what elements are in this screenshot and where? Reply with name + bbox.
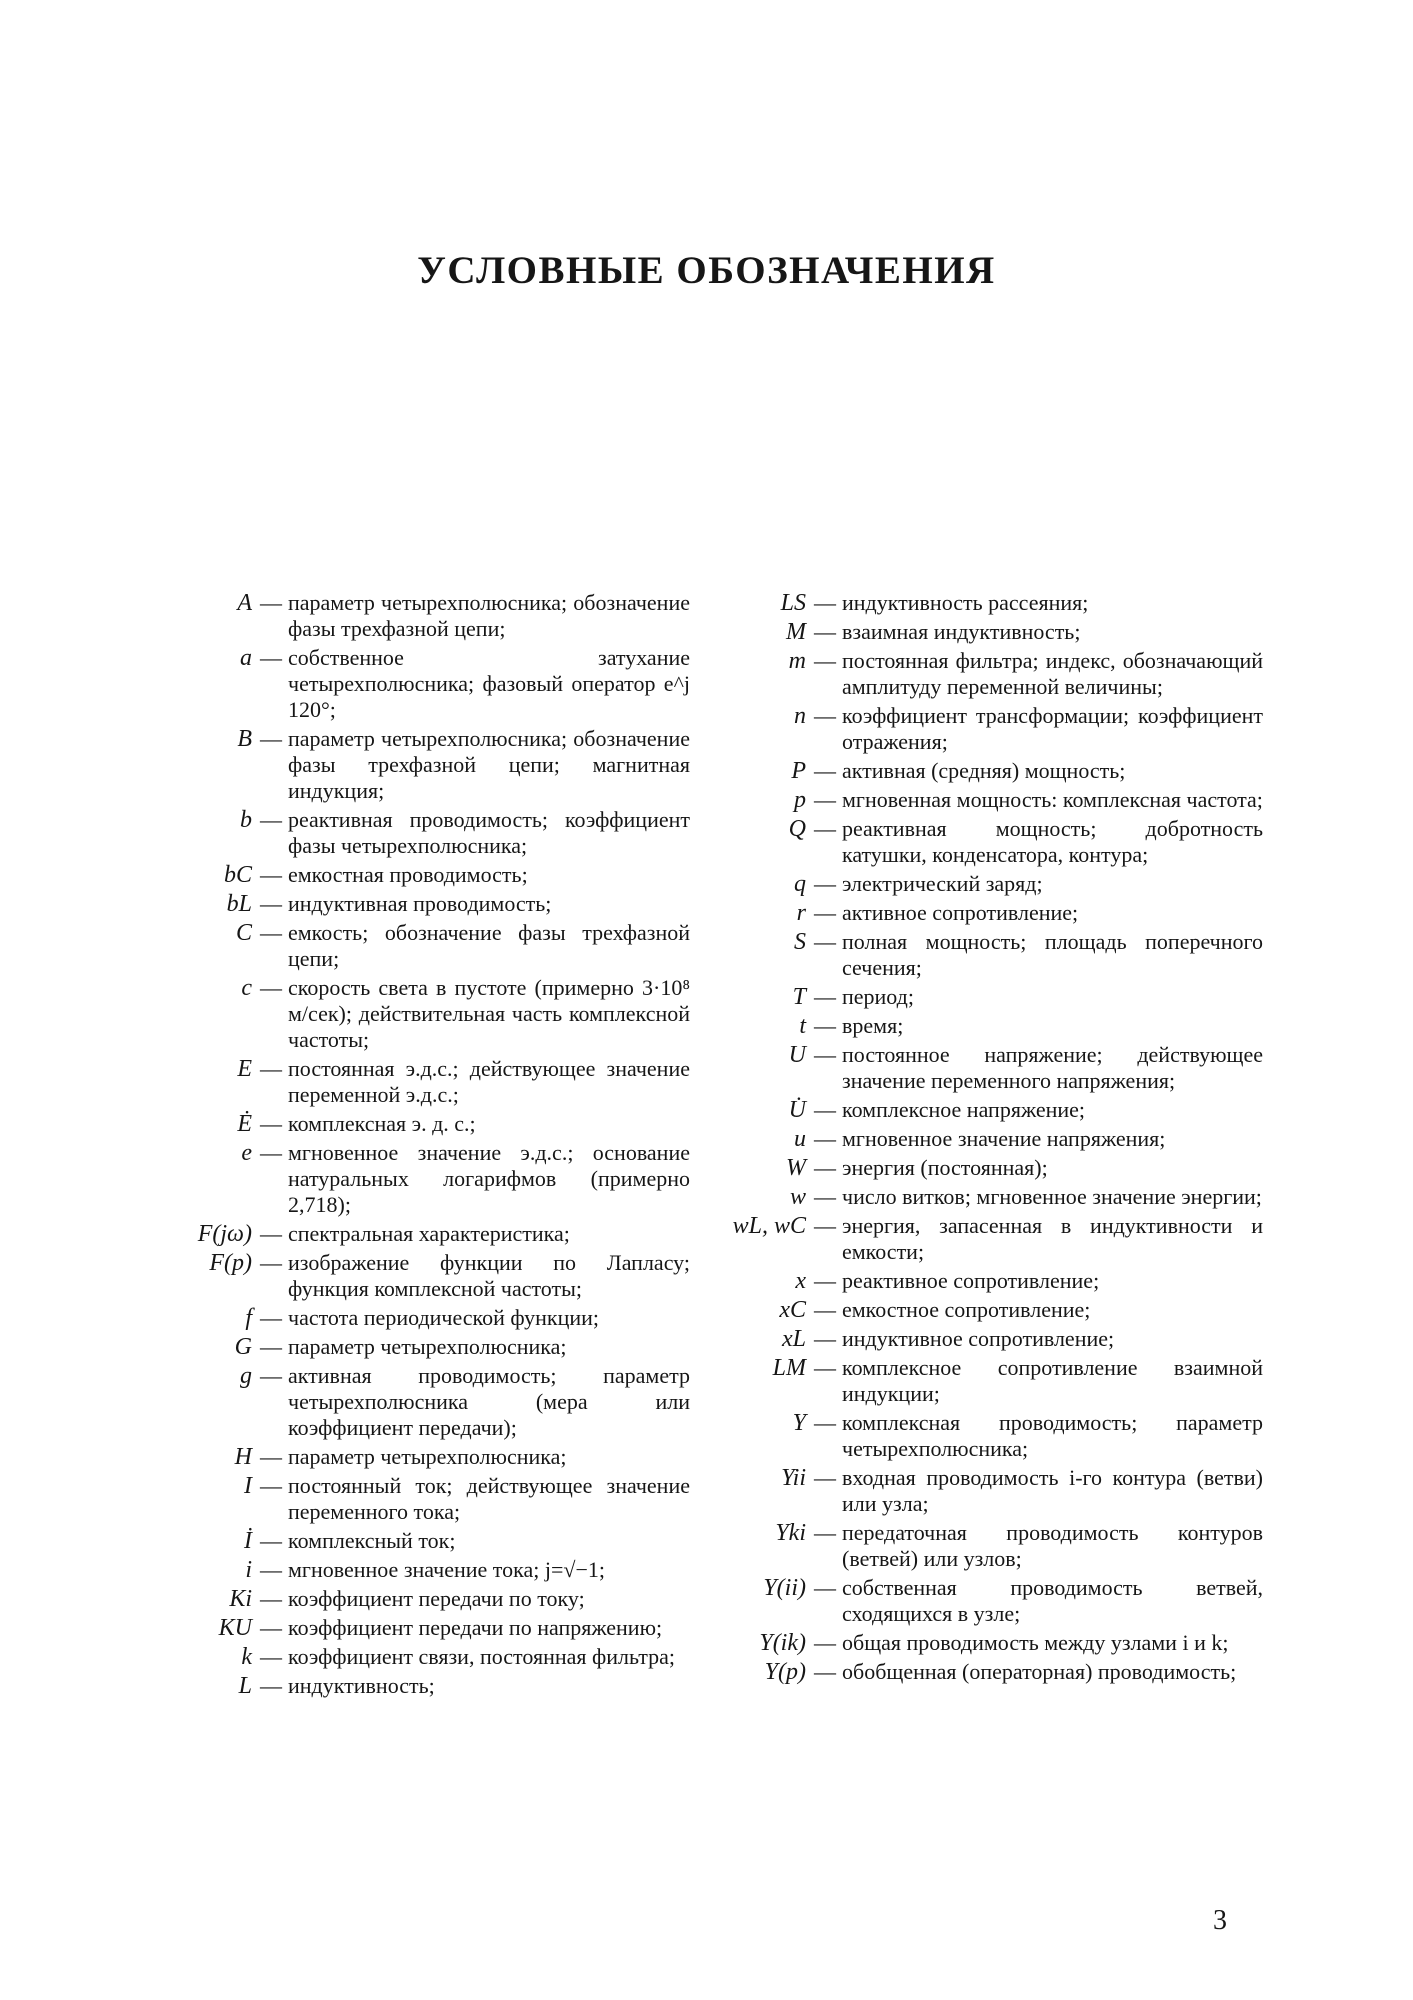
entry-definition: реактивная проводимость; коэффициент фазы четырехполюсника; xyxy=(288,807,690,858)
entry-symbol: x xyxy=(795,1268,806,1294)
glossary-entry xyxy=(708,1659,1263,1685)
em-dash: — xyxy=(814,1213,836,1238)
em-dash: — xyxy=(260,1644,282,1669)
entry-definition: собственная проводимость ветвей, сходящихся в узле; xyxy=(842,1575,1263,1626)
entry-symbol: i xyxy=(245,1557,252,1583)
entry-symbol: t xyxy=(799,1013,806,1039)
entry-symbol: u xyxy=(794,1126,806,1152)
glossary-entry xyxy=(708,1575,1263,1627)
entry-definition: обобщенная (операторная) проводимость; xyxy=(842,1659,1237,1684)
entry-symbol: r xyxy=(796,900,806,926)
em-dash: — xyxy=(260,975,282,1000)
em-dash: — xyxy=(260,1673,282,1698)
em-dash: — xyxy=(260,920,282,945)
glossary-entry xyxy=(708,1042,1263,1094)
entry-symbol: U̇ xyxy=(788,1097,806,1123)
glossary-entry xyxy=(708,1410,1263,1462)
glossary-entry xyxy=(708,787,1263,813)
right-column xyxy=(708,590,1263,1688)
em-dash: — xyxy=(260,1363,282,1388)
entry-definition: емкостная проводимость; xyxy=(288,862,528,887)
glossary-entry xyxy=(160,645,690,723)
entry-symbol: W xyxy=(786,1155,806,1181)
glossary-entry xyxy=(160,1673,690,1699)
em-dash: — xyxy=(260,1586,282,1611)
glossary-entry xyxy=(708,648,1263,700)
em-dash: — xyxy=(814,984,836,1009)
entry-definition: передаточная проводимость контуров (ветвей) или узлов; xyxy=(842,1520,1263,1571)
em-dash: — xyxy=(814,1410,836,1435)
glossary-entry xyxy=(160,1644,690,1670)
entry-definition: частота периодической функции; xyxy=(288,1305,600,1330)
entry-definition: число витков; мгновенное значение энергии; xyxy=(842,1184,1262,1209)
glossary-entry xyxy=(708,758,1263,784)
entry-definition: взаимная индуктивность; xyxy=(842,619,1081,644)
entry-symbol: F(jω) xyxy=(197,1221,252,1247)
glossary-entry xyxy=(160,1221,690,1247)
em-dash: — xyxy=(814,1184,836,1209)
entry-symbol: Yii xyxy=(781,1465,806,1491)
entry-definition: коэффициент передачи по напряжению; xyxy=(288,1615,663,1640)
em-dash: — xyxy=(260,1528,282,1553)
glossary-entry xyxy=(708,1297,1263,1323)
entry-symbol: n xyxy=(794,703,806,729)
entry-definition: изображение функции по Лапласу; функция комплексной частоты; xyxy=(288,1250,690,1301)
glossary-entry xyxy=(160,726,690,804)
entry-definition: емкость; обозначение фазы трехфазной цепи; xyxy=(288,920,690,971)
entry-definition: активное сопротивление; xyxy=(842,900,1079,925)
glossary-entry xyxy=(160,1557,690,1583)
glossary-entry xyxy=(708,984,1263,1010)
em-dash: — xyxy=(814,1575,836,1600)
entry-symbol: b xyxy=(240,807,252,833)
entry-definition: индуктивность; xyxy=(288,1673,435,1698)
entry-definition: реактивная мощность; добротность катушки, конденсатора, контура; xyxy=(842,816,1263,867)
entry-symbol: Y(ii) xyxy=(763,1575,806,1601)
glossary-entry xyxy=(160,590,690,642)
em-dash: — xyxy=(814,648,836,673)
glossary-entry xyxy=(708,1126,1263,1152)
glossary-entry xyxy=(160,862,690,888)
entry-symbol: p xyxy=(794,787,806,813)
glossary-entry xyxy=(708,871,1263,897)
page-title: УСЛОВНЫЕ ОБОЗНАЧЕНИЯ xyxy=(417,249,996,292)
glossary-entry xyxy=(160,1586,690,1612)
entry-symbol: I xyxy=(244,1473,252,1499)
glossary-entry xyxy=(708,703,1263,755)
em-dash: — xyxy=(814,1042,836,1067)
entry-symbol: w xyxy=(789,1184,806,1210)
entry-definition: активная (средняя) мощность; xyxy=(842,758,1126,783)
entry-definition: комплексная э. д. с.; xyxy=(288,1111,476,1136)
em-dash: — xyxy=(814,1355,836,1380)
entry-symbol: wL, wC xyxy=(732,1213,806,1239)
entry-definition: мгновенное значение э.д.с.; основание натуральных логарифмов (примерно 2,718); xyxy=(288,1140,690,1217)
em-dash: — xyxy=(260,1221,282,1246)
em-dash: — xyxy=(814,703,836,728)
em-dash: — xyxy=(814,1326,836,1351)
em-dash: — xyxy=(814,619,836,644)
glossary-entry xyxy=(160,1473,690,1525)
em-dash: — xyxy=(260,862,282,887)
entry-definition: собственное затухание четырехполюсника; фазовый оператор e^j 120°; xyxy=(288,645,690,722)
em-dash: — xyxy=(814,871,836,896)
em-dash: — xyxy=(814,590,836,615)
em-dash: — xyxy=(814,758,836,783)
em-dash: — xyxy=(814,1097,836,1122)
entry-symbol: q xyxy=(794,871,806,897)
glossary-entry xyxy=(160,1334,690,1360)
glossary-entry xyxy=(160,1056,690,1108)
entry-symbol: e xyxy=(241,1140,252,1166)
entry-symbol: f xyxy=(245,1305,252,1331)
glossary-entry xyxy=(160,1305,690,1331)
entry-symbol: Ki xyxy=(229,1586,252,1612)
em-dash: — xyxy=(814,1520,836,1545)
entry-symbol: L xyxy=(238,1673,252,1699)
em-dash: — xyxy=(814,1659,836,1684)
em-dash: — xyxy=(814,1126,836,1151)
entry-symbol: B xyxy=(237,726,252,752)
glossary-entry xyxy=(160,891,690,917)
glossary-entry xyxy=(708,1465,1263,1517)
em-dash: — xyxy=(260,1305,282,1330)
entry-symbol: KU xyxy=(218,1615,252,1641)
entry-symbol: LS xyxy=(780,590,806,616)
entry-symbol: H xyxy=(234,1444,252,1470)
glossary-entry xyxy=(160,807,690,859)
glossary-entry xyxy=(708,1013,1263,1039)
entry-symbol: F(p) xyxy=(209,1250,252,1276)
entry-definition: постоянный ток; действующее значение переменного тока; xyxy=(288,1473,690,1524)
entry-symbol: P xyxy=(791,758,806,784)
em-dash: — xyxy=(260,1140,282,1165)
entry-definition: общая проводимость между узлами i и k; xyxy=(842,1630,1229,1655)
glossary-entry xyxy=(708,1268,1263,1294)
em-dash: — xyxy=(260,1056,282,1081)
em-dash: — xyxy=(814,900,836,925)
em-dash: — xyxy=(260,1334,282,1359)
entry-definition: индуктивность рассеяния; xyxy=(842,590,1089,615)
entry-definition: мгновенная мощность: комплексная частота; xyxy=(842,787,1263,812)
entry-symbol: E xyxy=(237,1056,252,1082)
entry-definition: параметр четырехполюсника; xyxy=(288,1334,567,1359)
glossary-entry xyxy=(708,1097,1263,1123)
em-dash: — xyxy=(814,1268,836,1293)
em-dash: — xyxy=(814,1630,836,1655)
entry-definition: мгновенное значение напряжения; xyxy=(842,1126,1166,1151)
entry-definition: входная проводимость i-го контура (ветви) или узла; xyxy=(842,1465,1263,1516)
entry-symbol: C xyxy=(235,920,252,946)
glossary-entry xyxy=(708,816,1263,868)
entry-symbol: LM xyxy=(772,1355,806,1381)
glossary-entry xyxy=(708,1355,1263,1407)
entry-definition: комплексная проводимость; параметр четырехполюсника; xyxy=(842,1410,1263,1461)
em-dash: — xyxy=(814,1013,836,1038)
entry-symbol: Y(p) xyxy=(764,1659,806,1685)
entry-definition: время; xyxy=(842,1013,904,1038)
entry-definition: комплексный ток; xyxy=(288,1528,456,1553)
entry-symbol: g xyxy=(240,1363,252,1389)
em-dash: — xyxy=(814,816,836,841)
entry-symbol: c xyxy=(241,975,252,1001)
glossary-entry xyxy=(708,900,1263,926)
em-dash: — xyxy=(814,1297,836,1322)
entry-symbol: T xyxy=(792,984,806,1010)
entry-definition: скорость света в пустоте (примерно 3·10⁸ м/сек); действительная часть комплексной частоты; xyxy=(288,975,690,1052)
entry-definition: параметр четырехполюсника; обозначение фазы трехфазной цепи; магнитная индукция; xyxy=(288,726,690,803)
entry-symbol: bL xyxy=(226,891,252,917)
entry-symbol: m xyxy=(788,648,806,674)
glossary-entry xyxy=(160,1250,690,1302)
glossary-entry xyxy=(708,1326,1263,1352)
entry-definition: емкостное сопротивление; xyxy=(842,1297,1091,1322)
entry-definition: параметр четырехполюсника; xyxy=(288,1444,567,1469)
entry-symbol: a xyxy=(240,645,252,671)
entry-symbol: Y(ik) xyxy=(759,1630,806,1656)
entry-symbol: Q xyxy=(788,816,806,842)
entry-definition: коэффициент связи, постоянная фильтра; xyxy=(288,1644,675,1669)
glossary-entry xyxy=(160,1615,690,1641)
entry-definition: мгновенное значение тока; j=√−1; xyxy=(288,1557,605,1582)
entry-definition: индуктивная проводимость; xyxy=(288,891,552,916)
em-dash: — xyxy=(260,1111,282,1136)
em-dash: — xyxy=(260,1250,282,1275)
em-dash: — xyxy=(260,1557,282,1582)
em-dash: — xyxy=(260,1444,282,1469)
glossary-entry xyxy=(708,929,1263,981)
glossary-entry xyxy=(708,1155,1263,1181)
page-number: 3 xyxy=(1213,1905,1227,1936)
entry-symbol: İ xyxy=(244,1528,252,1554)
entry-definition: электрический заряд; xyxy=(842,871,1043,896)
glossary-entry xyxy=(160,1528,690,1554)
entry-definition: энергия, запасенная в индуктивности и емкости; xyxy=(842,1213,1263,1264)
glossary-entry xyxy=(160,1140,690,1218)
entry-definition: период; xyxy=(842,984,914,1009)
glossary-entry xyxy=(708,1184,1263,1210)
entry-definition: коэффициент трансформации; коэффициент отражения; xyxy=(842,703,1263,754)
entry-symbol: G xyxy=(234,1334,252,1360)
entry-symbol: S xyxy=(794,929,806,955)
entry-definition: энергия (постоянная); xyxy=(842,1155,1048,1180)
em-dash: — xyxy=(814,787,836,812)
entry-definition: коэффициент передачи по току; xyxy=(288,1586,585,1611)
glossary-entry xyxy=(708,1630,1263,1656)
entry-definition: параметр четырехполюсника; обозначение фазы трехфазной цепи; xyxy=(288,590,690,641)
em-dash: — xyxy=(260,1615,282,1640)
glossary-entry xyxy=(708,1213,1263,1265)
em-dash: — xyxy=(260,645,282,670)
entry-definition: активная проводимость; параметр четырехполюсника (мера или коэффициент передачи); xyxy=(288,1363,690,1440)
entry-definition: комплексное напряжение; xyxy=(842,1097,1086,1122)
entry-definition: спектральная характеристика; xyxy=(288,1221,570,1246)
entry-definition: постоянное напряжение; действующее значение переменного напряжения; xyxy=(842,1042,1263,1093)
glossary-entry xyxy=(160,920,690,972)
left-column xyxy=(160,590,690,1702)
entry-symbol: k xyxy=(241,1644,252,1670)
entry-symbol: Y xyxy=(792,1410,806,1436)
entry-definition: комплексное сопротивление взаимной индукции; xyxy=(842,1355,1263,1406)
em-dash: — xyxy=(260,590,282,615)
glossary-entry xyxy=(160,1444,690,1470)
glossary-entry xyxy=(160,1363,690,1441)
entry-definition: постоянная фильтра; индекс, обозначающий амплитуду переменной величины; xyxy=(842,648,1263,699)
glossary-entry xyxy=(708,590,1263,616)
entry-symbol: bC xyxy=(223,862,252,888)
glossary-entry xyxy=(708,1520,1263,1572)
entry-symbol: Yki xyxy=(775,1520,806,1546)
glossary-entry xyxy=(160,1111,690,1137)
em-dash: — xyxy=(814,1465,836,1490)
entry-definition: постоянная э.д.с.; действующее значение переменной э.д.с.; xyxy=(288,1056,690,1107)
entry-definition: реактивное сопротивление; xyxy=(842,1268,1100,1293)
em-dash: — xyxy=(260,726,282,751)
em-dash: — xyxy=(260,1473,282,1498)
em-dash: — xyxy=(260,807,282,832)
entry-definition: полная мощность; площадь поперечного сечения; xyxy=(842,929,1263,980)
entry-symbol: U xyxy=(788,1042,806,1068)
glossary-entry xyxy=(160,975,690,1053)
em-dash: — xyxy=(260,891,282,916)
entry-symbol: M xyxy=(786,619,806,645)
em-dash: — xyxy=(814,1155,836,1180)
entry-symbol: xC xyxy=(779,1297,806,1323)
entry-definition: индуктивное сопротивление; xyxy=(842,1326,1115,1351)
em-dash: — xyxy=(814,929,836,954)
entry-symbol: xL xyxy=(782,1326,806,1352)
entry-symbol: Ė xyxy=(237,1111,252,1137)
glossary-entry xyxy=(708,619,1263,645)
entry-symbol: A xyxy=(237,590,252,616)
